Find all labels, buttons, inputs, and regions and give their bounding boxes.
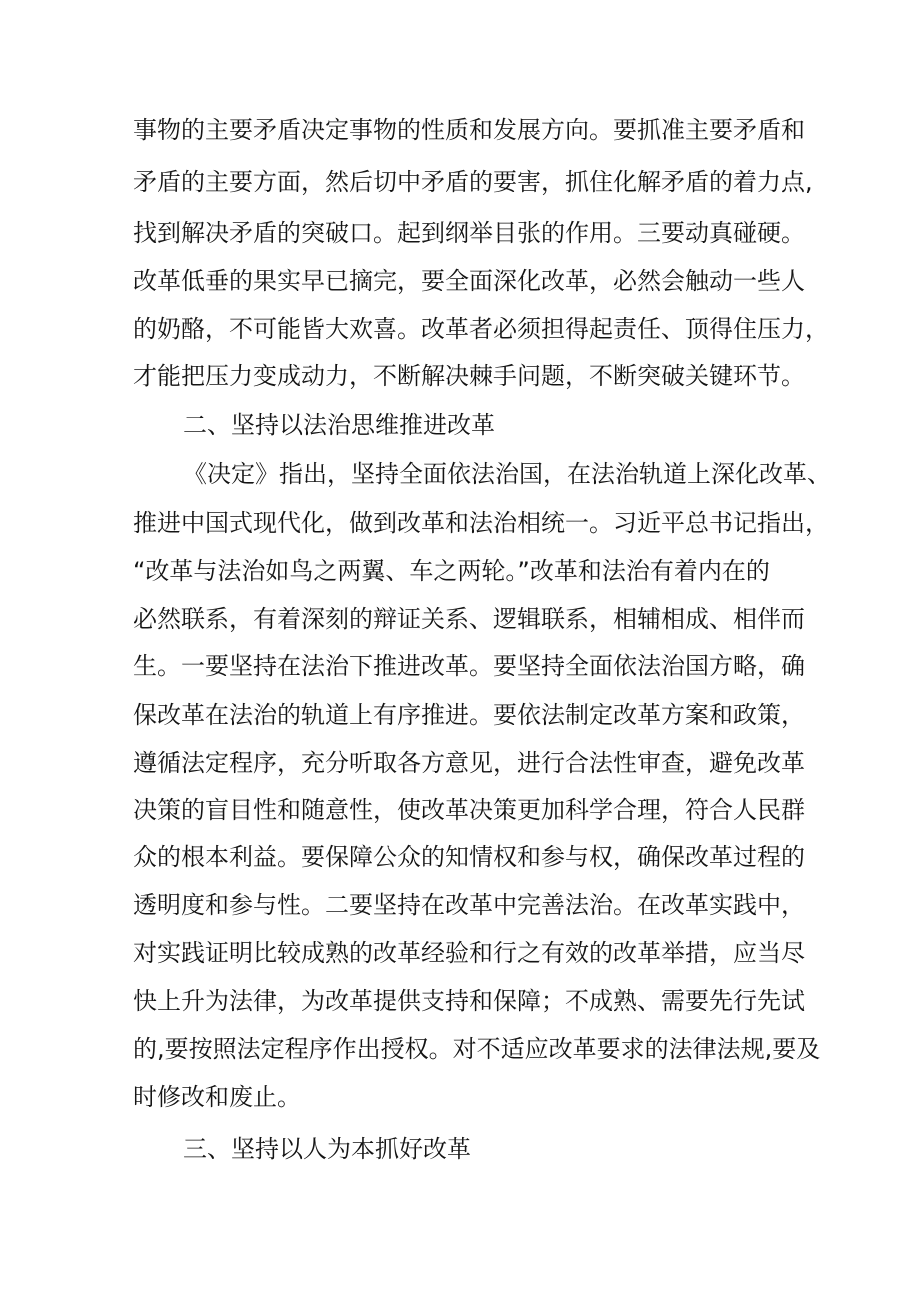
body-text-line: 推进中国式现代化，做到改革和法治相统一。习近平总书记指出， [133,509,829,537]
body-text-line: 保改革在法治的轨道上有序推进。要依法制定改革方案和政策， [133,701,805,729]
body-text-line: 决策的盲目性和随意性，使改革决策更加科学合理，符合人民群 [133,796,805,824]
body-text-line: 时修改和废止。 [133,1083,301,1111]
body-text-line: 的奶酪，不可能皆大欢喜。改革者必须担得起责任、顶得住压力， [133,315,829,343]
body-text-line: 对实践证明比较成熟的改革经验和行之有效的改革举措，应当尽 [133,939,805,967]
body-text-line: 的,要按照法定程序作出授权。对不适应改革要求的法律法规,要及 [133,1035,821,1063]
body-text-line: 遵循法定程序，充分听取各方意见，进行合法性审查，避免改革 [133,749,805,777]
body-text-line: 生。一要坚持在法治下推进改革。要坚持全面依法治国方略，确 [133,652,805,680]
body-text-line: 必然联系，有着深刻的辩证关系、逻辑联系，相辅相成、相伴而 [133,605,805,633]
section-heading: 三、坚持以人为本抓好改革 [183,1135,471,1163]
body-text-line: 众的根本利益。要保障公众的知情权和参与权，确保改革过程的 [133,843,805,871]
body-text-line: 找到解决矛盾的突破口。起到纲举目张的作用。三要动真碰硬。 [133,219,805,247]
body-text-line: 改革低垂的果实早已摘完，要全面深化改革，必然会触动一些人 [133,267,805,295]
body-text-line: 快上升为法律，为改革提供支持和保障；不成熟、需要先行先试 [133,987,805,1015]
body-text-line: 透明度和参与性。二要坚持在改革中完善法治。在改革实践中， [133,891,805,919]
body-text-line: 事物的主要矛盾决定事物的性质和发展方向。要抓准主要矛盾和 [133,116,805,144]
section-heading: 二、坚持以法治思维推进改革 [183,411,495,439]
body-text-line: 矛盾的主要方面，然后切中矛盾的要害，抓住化解矛盾的着力点, [133,168,813,196]
body-text-line: 才能把压力变成动力，不断解决棘手问题，不断突破关键环节。 [133,362,805,390]
body-text-line: “改革与法治如鸟之两翼、车之两轮。”改革和法治有着内在的 [133,557,770,585]
paragraph-first-line: 《决定》指出，坚持全面依法治国，在法治轨道上深化改革、 [183,460,831,488]
